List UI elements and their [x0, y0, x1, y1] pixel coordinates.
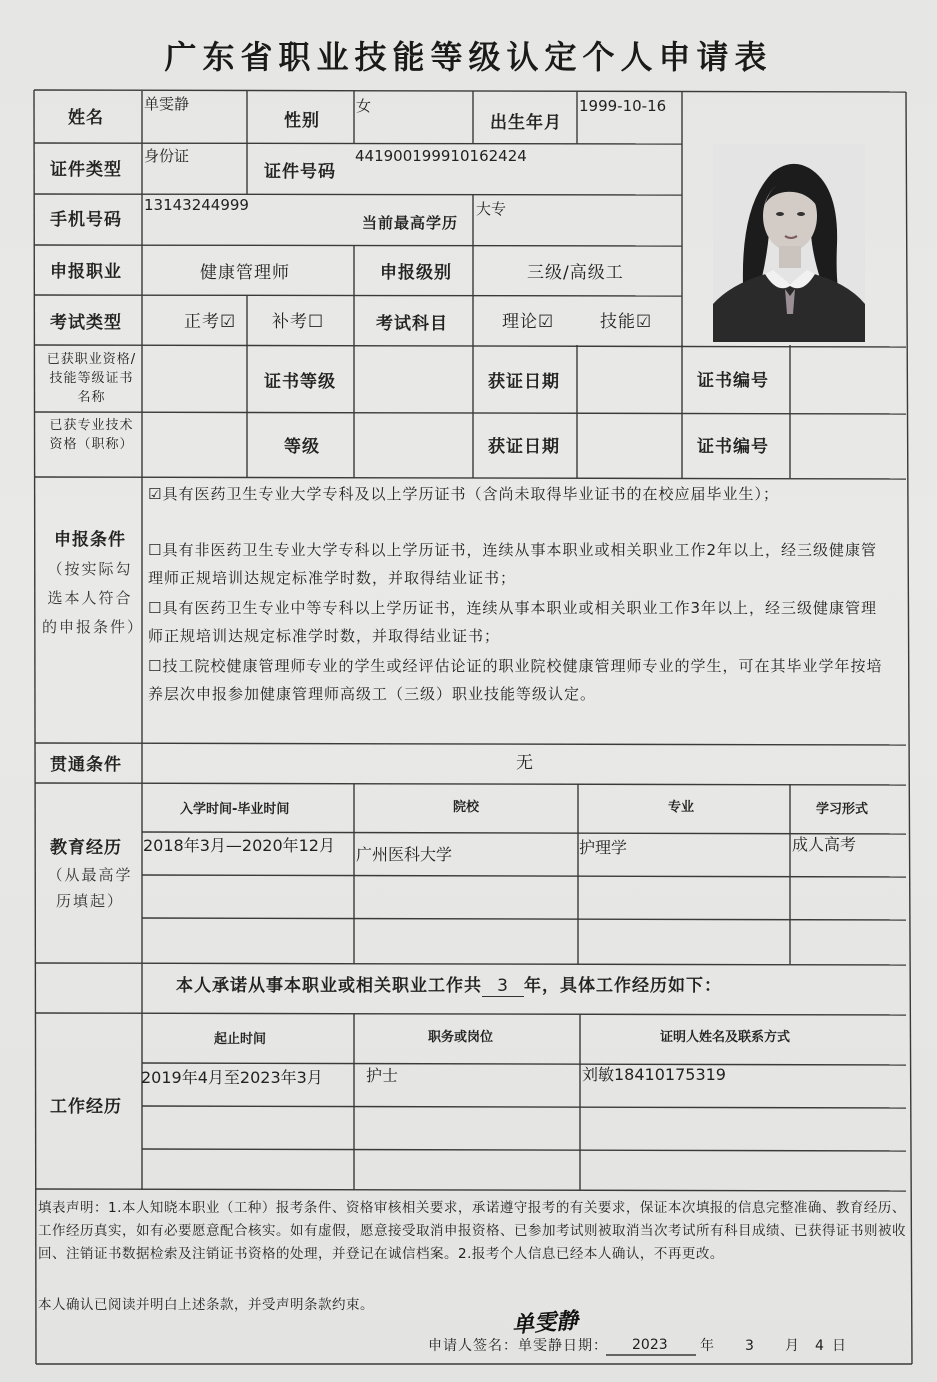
handwritten-signature: 单雯静: [511, 1307, 579, 1339]
work-commitment-suffix: 年，具体工作经历如下：: [524, 976, 722, 996]
label-occupation: 申报职业: [50, 262, 122, 282]
work-commitment-years: 3: [482, 976, 524, 997]
form-title: 广东省职业技能等级认定个人申请表: [164, 38, 773, 76]
signature-name: 单雯静: [518, 1338, 563, 1354]
work-header-position: 职务或岗位: [428, 1030, 494, 1045]
label-conditions: 申报条件: [54, 530, 126, 550]
work-row-1-period: 2019年4月至2023年3月: [141, 1068, 323, 1087]
edu-row-1-school: 广州医科大学: [356, 845, 453, 864]
label-conditions-note: （按实际勾选本人符合的申报条件）: [42, 560, 145, 636]
label-edu-history: 教育经历: [50, 838, 122, 858]
label-id-type: 证件类型: [50, 160, 122, 180]
label-cert-date: 获证日期: [488, 372, 560, 392]
date-label: 日期：: [563, 1338, 608, 1354]
work-header-reference: 证明人姓名及联系方式: [660, 1030, 791, 1045]
signature-label: 申请人签名：: [428, 1338, 518, 1354]
date-month: 3: [745, 1338, 754, 1354]
label-cert-no: 证书编号: [697, 371, 769, 391]
value-occupation: 健康管理师: [200, 263, 290, 283]
label-level: 申报级别: [380, 263, 452, 283]
checkbox-regular[interactable]: 正考☑: [184, 312, 237, 332]
date-year: 2023: [632, 1337, 668, 1353]
label-exam-subject: 考试科目: [376, 314, 448, 334]
label-id-number: 证件号码: [264, 162, 336, 182]
edu-row-1-mode: 成人高考: [792, 835, 857, 854]
declaration-text: 填表声明：1.本人知晓本职业（工种）报考条件、资格审核相关要求，承诺遵守报考的有关要求，保证本次填报的信息完整准确、教育经历、工作经历真实，如有必要愿意配合核实。如有虚假，愿意接受取消申报资格、已参加考试则被取消当次考试所有科目成绩、已获得证书则被收回、注销证书数据检索及注销证书资格的处理，并登记在诚信档案。2.报考个人信息已经本人确认，不再更改。: [38, 1200, 906, 1262]
work-header-period: 起止时间: [214, 1032, 267, 1047]
condition-item-1[interactable]: ☑具有医药卫生专业大学专科及以上学历证书（含尚未取得毕业证书的在校应届毕业生）；: [148, 485, 779, 503]
edu-header-mode: 学习形式: [816, 802, 869, 817]
value-id-number: 441900199910162424: [355, 147, 527, 165]
checkbox-skill[interactable]: 技能☑: [600, 312, 653, 332]
date-day: 4: [815, 1338, 824, 1354]
date-day-unit: 日: [832, 1338, 846, 1354]
label-title-level: 等级: [284, 437, 320, 457]
label-birth: 出生年月: [490, 113, 562, 133]
label-gender: 性别: [284, 111, 320, 131]
label-cert-level: 证书等级: [264, 372, 336, 392]
value-education: 大专: [476, 200, 507, 218]
edu-header-major: 专业: [668, 800, 695, 815]
label-work-history: 工作经历: [50, 1097, 122, 1117]
condition-item-4[interactable]: ☐技工院校健康管理师专业的学生或经评估论证的职业院校健康管理师专业的学生，可在其毕业学年按培养层次申报参加健康管理师高级工（三级）职业技能等级认定。: [148, 657, 883, 703]
date-year-unit: 年: [700, 1338, 714, 1354]
work-row-1-reference: 刘敏18410175319: [582, 1065, 726, 1084]
label-obtained-cert: 已获职业资格/技能等级证书名称: [46, 352, 137, 405]
label-name: 姓名: [68, 108, 104, 128]
work-commitment: [176, 976, 722, 997]
condition-item-3[interactable]: ☐具有医药卫生专业中等专科以上学历证书，连续从事本职业或相关职业工作3年以上，经三级健康管理师正规培训达规定标准学时数，并取得结业证书；: [148, 599, 877, 645]
value-birth: 1999-10-16: [579, 97, 667, 115]
value-id-type: 身份证: [144, 147, 190, 165]
value-name: 单雯静: [144, 95, 190, 113]
label-through: 贯通条件: [50, 755, 122, 775]
work-commitment-prefix: 本人承诺从事本职业或相关职业工作共: [176, 976, 482, 996]
date-month-unit: 月: [785, 1338, 799, 1354]
edu-header-period: 入学时间-毕业时间: [180, 802, 290, 817]
value-level: 三级/高级工: [527, 263, 624, 283]
label-exam-type: 考试类型: [50, 313, 122, 333]
checkbox-theory[interactable]: 理论☑: [502, 312, 555, 332]
label-education: 当前最高学历: [362, 214, 459, 232]
value-phone: 13143244999: [144, 196, 249, 214]
label-title-date: 获证日期: [488, 437, 560, 457]
edu-row-1-period: 2018年3月—2020年12月: [143, 836, 335, 855]
applicant-photo: [713, 144, 865, 342]
label-title-no: 证书编号: [697, 437, 769, 457]
value-gender: 女: [356, 97, 372, 115]
checkbox-makeup[interactable]: 补考☐: [272, 312, 325, 332]
signature-line: [428, 1338, 608, 1355]
condition-item-2[interactable]: ☐具有非医药卫生专业大学专科以上学历证书，连续从事本职业或相关职业工作2年以上，经三级健康管理师正规培训达规定标准学时数，并取得结业证书；: [148, 541, 877, 587]
work-row-1-position: 护士: [366, 1066, 399, 1085]
edu-row-1-major: 护理学: [579, 838, 628, 857]
label-edu-history-note: （从最高学历填起）: [47, 866, 133, 910]
label-obtained-title: 已获专业技术资格（职称）: [49, 418, 134, 452]
label-phone: 手机号码: [50, 210, 122, 230]
edu-header-school: 院校: [453, 800, 480, 815]
confirmation-text: 本人确认已阅读并明白上述条款，并受声明条款约束。: [38, 1297, 374, 1313]
value-through: 无: [516, 753, 534, 773]
